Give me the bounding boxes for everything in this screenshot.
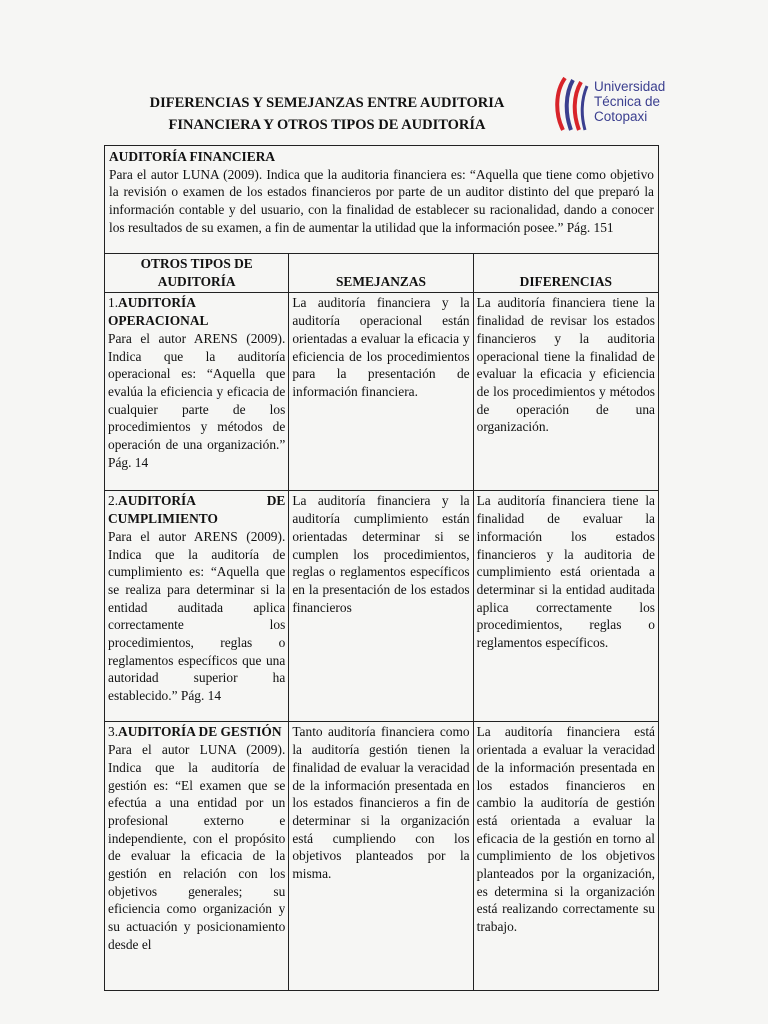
university-name-line-2: Técnica de	[594, 94, 661, 109]
row-3-number: 3.	[108, 724, 119, 740]
intro-cell	[105, 146, 659, 254]
university-name-line-1: Universidad	[594, 79, 666, 94]
row-3-definition: Para el autor LUNA (2009). Indica que la auditoría de gestión es: “El examen que se efectúa a una entidad por un profesional externo e independiente, con el propósito de evaluar la eficacia de la gestión en relación con los objetivos generales; su eficiencia como organización y su actuación y posicionamiento desde el	[108, 742, 286, 952]
row-1-type-cell	[105, 293, 289, 491]
table-row	[105, 722, 659, 991]
document-title	[110, 92, 544, 136]
row-3-type-cell	[105, 722, 289, 991]
header-semejanzas: SEMEJANZAS	[289, 254, 473, 293]
comparison-table	[104, 145, 659, 991]
row-1-number: 1.	[108, 295, 119, 311]
intro-heading: AUDITORÍA FINANCIERA	[109, 149, 276, 164]
row-1-semejanzas: La auditoría financiera y la auditoría operacional están orientadas a evaluar la eficacia y eficiencia de los procedimientos para la presentación de información financiera.	[289, 293, 473, 491]
row-3-type: AUDITORÍA DE GESTIÓN	[118, 724, 282, 740]
row-3-semejanzas: Tanto auditoría financiera como la auditoría gestión tienen la finalidad de evaluar la veracidad de la información presentada en los estados financieros a fin de determinar si la organización está cumpliendo con los objetivos planteados por la misma.	[289, 722, 473, 991]
row-2-definition: Para el autor ARENS (2009). Indica que la auditoría de cumplimiento es: “Aquella que se realiza para determinar si la entidad auditada aplica correctamente los procedimientos, reglas o reglamentos específicos que una autoridad superior ha establecido.” Pág. 14	[108, 528, 286, 704]
table-row	[105, 491, 659, 722]
row-2-diferencias: La auditoría financiera tiene la finalidad de evaluar la información los estados financieros y la auditoria de cumplimiento está orientada a determinar si la entidad auditada aplica correctamente los procedimientos, reglas o reglamentos específicos.	[473, 491, 658, 722]
row-2-type-cell	[105, 491, 289, 722]
intro-row	[105, 146, 659, 254]
university-name-line-3: Cotopaxi	[594, 109, 648, 124]
row-1-diferencias: La auditoría financiera tiene la finalidad de revisar los estados financieros y la auditoria operacional tiene la finalidad de evaluar la eficacia y eficiencia de los procedimientos y métodos de operación de una organización.	[473, 293, 658, 491]
row-2-type: AUDITORÍA DE CUMPLIMIENTO	[108, 493, 286, 527]
row-2-number: 2.	[108, 493, 119, 509]
table-header-row	[105, 254, 659, 293]
title-line-2: FINANCIERA Y OTROS TIPOS DE AUDITORÍA	[168, 117, 486, 133]
row-1-type: AUDITORÍA OPERACIONAL	[108, 295, 209, 329]
university-name	[594, 79, 665, 124]
row-3-diferencias: La auditoría financiera está orientada a evaluar la veracidad de la información presentada en los estados financieros en cambio la auditoría de gestión está orientada a evaluar la eficacia de la gestión en torno al cumplimiento de los objetivos planteados por la organización, es determina si la organización está realizando correctamente su trabajo.	[473, 722, 658, 991]
row-2-semejanzas: La auditoría financiera y la auditoría cumplimiento están orientadas determinar si se cumplen los procedimientos, reglas o reglamentos específicos en la presentación de los estados financieros	[289, 491, 473, 722]
table-row	[105, 293, 659, 491]
header-diferencias: DIFERENCIAS	[473, 254, 658, 293]
row-1-definition: Para el autor ARENS (2009). Indica que la auditoría operacional es: “Aquella que evalúa la eficiencia y eficacia de cualquier parte de los procedimientos y métodos de operación de una organización.” Pág. 14	[108, 330, 286, 470]
header-otros-tipos: OTROS TIPOS DE AUDITORÍA	[105, 254, 289, 293]
title-line-1: DIFERENCIAS Y SEMEJANZAS ENTRE AUDITORIA	[149, 95, 505, 111]
intro-text: Para el autor LUNA (2009). Indica que la auditoria financiera es: “Aquella que tiene como objetivo la revisión o examen de los estados financieros por parte de un auditor distinto del que preparó la información contable y del usuario, con la finalidad de establecer su racionalidad, dando a conocer los resultados de su examen, a fin de aumentar la utilidad que la información posee.” Pág. 151	[109, 166, 654, 235]
